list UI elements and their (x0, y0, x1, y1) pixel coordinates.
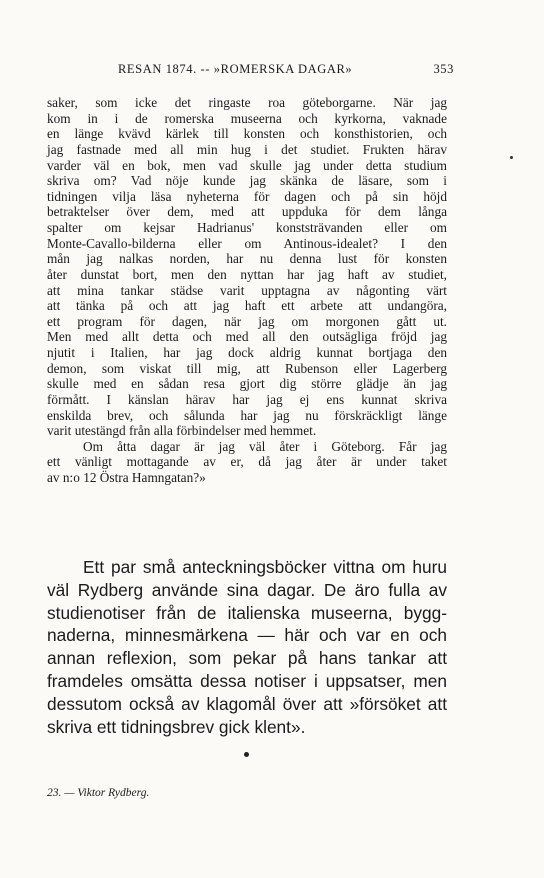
quote-line: jag fastnade med all min hug i det studiet. Frukten härav (47, 141, 447, 157)
quote-line: att mina tankar städse varit upptagna av någonting värt (47, 282, 447, 298)
quote-line: av n:o 12 Östra Hamngatan?» (47, 470, 206, 485)
quote-line: tidningen vilja läsa nyheterna för dagen och på sin höjd (47, 188, 447, 204)
quote-line: Men med allt detta och med all den outsägliga fröjd jag (47, 329, 447, 345)
commentary-paragraph (47, 556, 447, 738)
quote-line: Om åtta dagar är jag väl åter i Göteborg. Får jag (83, 438, 447, 454)
quote-line: varit utestängd från alla förbindelser med hemmet. (47, 423, 317, 439)
running-head-title: RESAN 1874. -- »ROMERSKA DAGAR» (118, 62, 353, 76)
quote-line: Monte-Cavallo-bilderna eller om Antinous-idealet? I den (47, 235, 447, 251)
margin-mark (510, 156, 513, 159)
quote-line: betraktelser över dem, med att uppduka för dem långa (47, 204, 447, 220)
quote-line: en länge kvävd kärlek till konsten och konsthistorien, och (47, 126, 447, 142)
footer-signature: 23. — Viktor Rydberg. (47, 787, 150, 799)
commentary-line: väl Rydberg använde sina dagar. De äro fulla av (47, 579, 447, 600)
quote-line: ett vänligt mottagande av er, då jag åter är under taket (47, 454, 447, 470)
commentary-line: dessutom också av klagomål över att »försöket att (47, 693, 447, 714)
quote-line: mån jag nalkas norden, har nu denna lust för konsten (47, 251, 447, 267)
commentary-line: naderna, minnesmärkena — här och var en och (47, 625, 447, 646)
quoted-letter (47, 95, 447, 486)
quote-line: förmått. I känslan härav har jag ej ens kunnat skriva (47, 391, 447, 407)
quote-line: spalter om kejsar Hadrianus' konststrävanden eller om (47, 220, 447, 235)
quote-line: varder väl en bok, men vad skulle jag under detta studium (47, 157, 447, 173)
quote-line: ett program för dagen, när jag om morgonen gått ut. (47, 313, 447, 329)
quote-line: kom in i de romerska museerna och kyrkorna, vaknade (47, 110, 447, 126)
commentary-line: Ett par små anteckningsböcker vittna om huru (83, 557, 447, 577)
quote-line: enskilda brev, och sålunda har jag nu förskräckligt länge (47, 407, 447, 423)
quote-line: saker, som icke det ringaste roa göteborgarne. När jag (47, 95, 447, 110)
quote-line: skulle med en sådan resa gjort dig större glädje än jag (47, 376, 447, 392)
commentary-line: skriva ett tidningsbrev gick klent». (47, 716, 306, 737)
page-number: 353 (433, 62, 454, 76)
quote-line: demon, som viskat till mig, att Rubenson eller Lagerberg (47, 360, 447, 376)
quote-line: åter dunstat bort, men den nyttan har jag haft av studiet, (47, 266, 447, 282)
quote-line: skriva om? Vad nöje kunde jag skänka de läsare, som i (47, 173, 447, 189)
commentary-line: studienotiser från de italienska museerna, bygg- (47, 602, 447, 623)
quote-line: njutit i Italien, har jag dock aldrig kunnat bortjaga den (47, 345, 447, 360)
commentary-line: annan reflexion, som pekar på hans tankar att (47, 648, 447, 669)
commentary-line: framdeles omsätta dessa notiser i uppsatser, men (47, 670, 447, 691)
section-ornament (244, 752, 249, 757)
quote-line: att tänka på och att jag haft ett arbete att undangöra, (47, 298, 447, 314)
